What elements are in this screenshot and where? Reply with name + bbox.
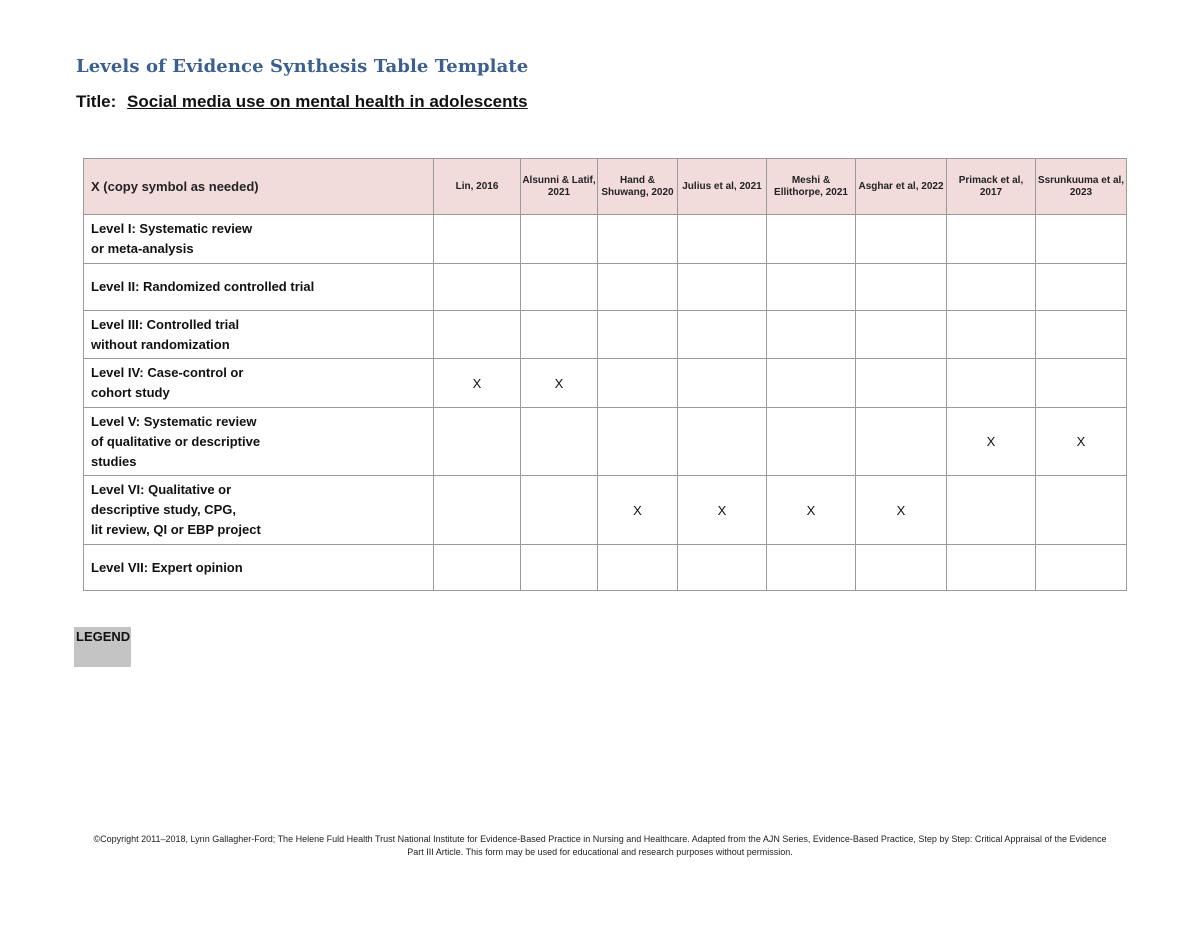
evidence-cell xyxy=(1036,476,1127,545)
title-topic: Social media use on mental health in adolescents xyxy=(127,92,528,111)
evidence-cell xyxy=(434,408,521,476)
table-row xyxy=(84,408,1127,476)
evidence-cell xyxy=(856,545,947,591)
level-label: Level VI: Qualitative or descriptive study, CPG, lit review, QI or EBP project xyxy=(84,476,434,545)
evidence-cell xyxy=(521,476,598,545)
evidence-cell xyxy=(598,545,678,591)
evidence-cell xyxy=(434,311,521,359)
evidence-cell xyxy=(434,545,521,591)
evidence-cell xyxy=(1036,264,1127,311)
table-header-row xyxy=(84,159,1127,215)
table-row xyxy=(84,545,1127,591)
evidence-cell xyxy=(767,311,856,359)
level-label: Level V: Systematic review of qualitative or descriptive studies xyxy=(84,408,434,476)
evidence-cell xyxy=(598,215,678,264)
legend-box xyxy=(74,627,131,667)
evidence-cell xyxy=(434,264,521,311)
study-header: Asghar et al, 2022 xyxy=(856,159,947,215)
evidence-cell: X xyxy=(598,476,678,545)
study-header: Lin, 2016 xyxy=(434,159,521,215)
evidence-cell xyxy=(767,408,856,476)
level-label: Level IV: Case-control or cohort study xyxy=(84,359,434,408)
evidence-cell xyxy=(947,545,1036,591)
evidence-cell xyxy=(947,264,1036,311)
evidence-cell xyxy=(767,359,856,408)
evidence-cell xyxy=(598,359,678,408)
evidence-cell: X xyxy=(856,476,947,545)
evidence-cell xyxy=(521,215,598,264)
table-row xyxy=(84,359,1127,408)
evidence-synthesis-table xyxy=(83,158,1127,591)
study-header: Meshi & Ellithorpe, 2021 xyxy=(767,159,856,215)
level-label: Level I: Systematic review or meta-analysis xyxy=(84,215,434,264)
evidence-cell xyxy=(598,264,678,311)
evidence-cell xyxy=(1036,545,1127,591)
table-row xyxy=(84,264,1127,311)
evidence-cell xyxy=(767,545,856,591)
study-header: Julius et al, 2021 xyxy=(678,159,767,215)
table-row xyxy=(84,311,1127,359)
evidence-cell xyxy=(678,215,767,264)
study-header: Alsunni & Latif, 2021 xyxy=(521,159,598,215)
evidence-cell xyxy=(678,359,767,408)
evidence-cell xyxy=(598,311,678,359)
evidence-cell xyxy=(434,476,521,545)
level-label: Level VII: Expert opinion xyxy=(84,545,434,591)
evidence-cell xyxy=(678,311,767,359)
evidence-cell xyxy=(521,264,598,311)
evidence-cell xyxy=(947,476,1036,545)
table-row xyxy=(84,476,1127,545)
copyright-footer xyxy=(40,833,1160,859)
evidence-cell xyxy=(856,215,947,264)
evidence-cell: X xyxy=(947,408,1036,476)
evidence-cell xyxy=(1036,311,1127,359)
level-label: Level III: Controlled trial without randomization xyxy=(84,311,434,359)
evidence-cell: X xyxy=(521,359,598,408)
study-header: Hand & Shuwang, 2020 xyxy=(598,159,678,215)
table-row xyxy=(84,215,1127,264)
evidence-cell xyxy=(521,545,598,591)
title-label: Title: xyxy=(76,92,117,111)
evidence-cell xyxy=(678,264,767,311)
document-heading: Levels of Evidence Synthesis Table Template xyxy=(76,56,529,77)
evidence-cell xyxy=(947,311,1036,359)
evidence-cell xyxy=(856,311,947,359)
corner-header: X (copy symbol as needed) xyxy=(84,159,434,215)
evidence-cell: X xyxy=(767,476,856,545)
evidence-cell xyxy=(1036,359,1127,408)
level-label: Level II: Randomized controlled trial xyxy=(84,264,434,311)
evidence-cell xyxy=(767,215,856,264)
evidence-cell xyxy=(1036,215,1127,264)
evidence-cell xyxy=(856,408,947,476)
evidence-cell xyxy=(856,264,947,311)
evidence-cell xyxy=(767,264,856,311)
evidence-cell xyxy=(678,408,767,476)
evidence-cell xyxy=(947,359,1036,408)
footer-line: ©Copyright 2011–2018, Lynn Gallagher-Ford; The Helene Fuld Health Trust National Institute for Evidence-Based Practice in Nursing and Healthcare. Adapted from the AJN Series, Evidence-Based Practice, Step by Step: Critical Appraisal of the Evidence xyxy=(93,834,1107,844)
evidence-cell: X xyxy=(678,476,767,545)
evidence-cell: X xyxy=(434,359,521,408)
evidence-cell xyxy=(856,359,947,408)
evidence-cell xyxy=(947,215,1036,264)
evidence-cell xyxy=(678,545,767,591)
evidence-cell xyxy=(598,408,678,476)
study-header: Ssrunkuuma et al, 2023 xyxy=(1036,159,1127,215)
evidence-cell xyxy=(521,311,598,359)
evidence-cell xyxy=(521,408,598,476)
footer-line: Part III Article. This form may be used for educational and research purposes without permission. xyxy=(407,847,793,857)
legend-label: LEGEND xyxy=(76,629,131,644)
study-header: Primack et al, 2017 xyxy=(947,159,1036,215)
evidence-cell xyxy=(434,215,521,264)
evidence-cell: X xyxy=(1036,408,1127,476)
document-title-line xyxy=(76,92,528,112)
